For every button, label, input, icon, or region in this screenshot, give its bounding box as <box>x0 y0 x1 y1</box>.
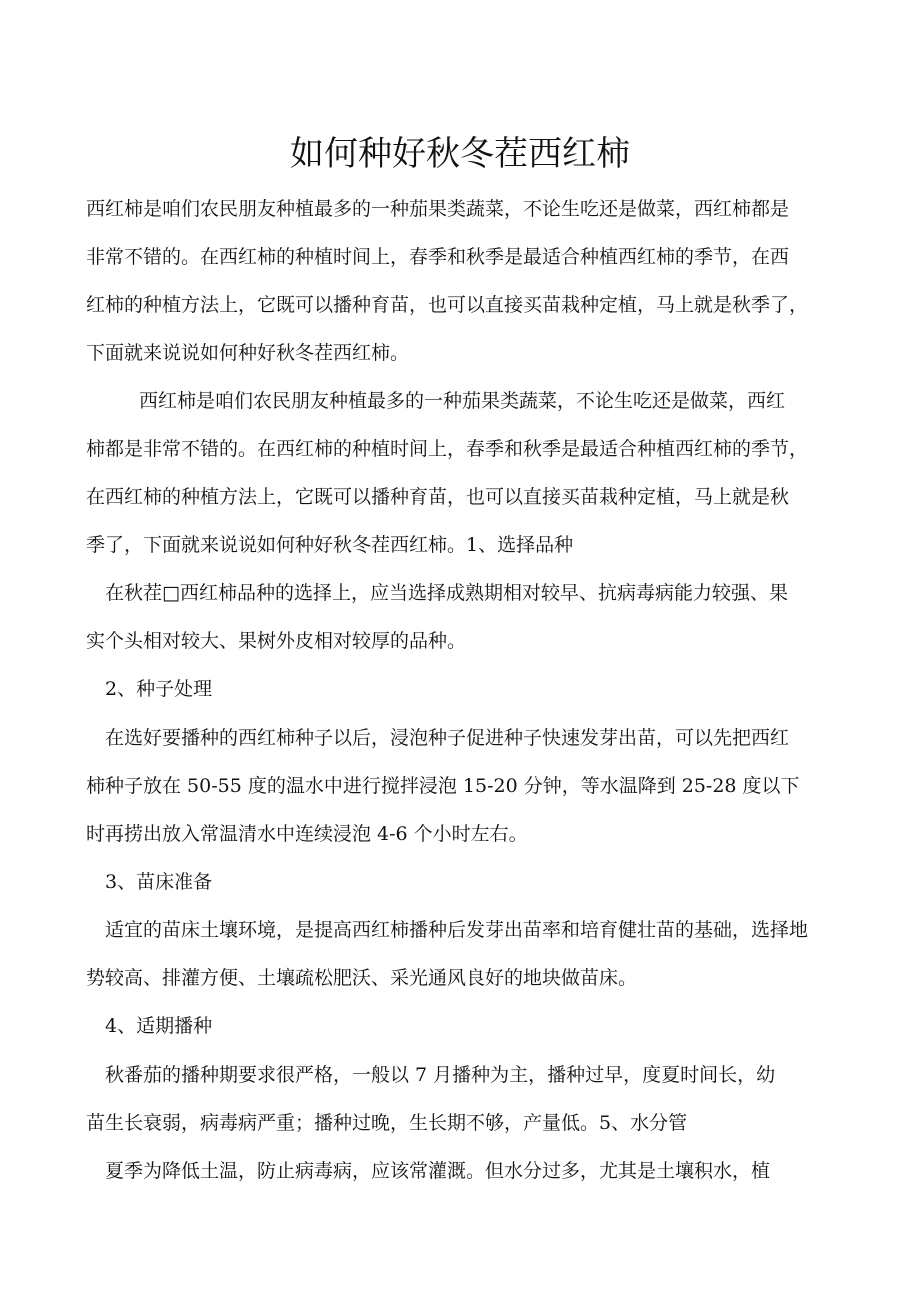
section2-line-2: 柿种子放在 50-55 度的温水中进行搅拌浸泡 15-20 分钟，等水温降到 25-28 度以下 <box>86 775 800 797</box>
intro-line-3: 红柿的种植方法上，它既可以播种育苗，也可以直接买苗栽种定植，马上就是秋季了， <box>86 294 809 316</box>
heading-seedbed: 3、苗床准备 <box>105 871 213 893</box>
heading-seed-treatment: 2、种子处理 <box>105 678 213 700</box>
section4-line-2: 苗生长衰弱，病毒病严重；播种过晚，生长期不够，产量低。5、水分管 <box>86 1112 688 1134</box>
section4-line-1: 秋番茄的播种期要求很严格，一般以 7 月播种为主，播种过早，度夏时间长，幼 <box>105 1064 776 1086</box>
section1-line-1: 在秋茬□西红柿品种的选择上，应当选择成熟期相对较早、抗病毒病能力较强、果 <box>105 582 788 604</box>
heading-sowing: 4、适期播种 <box>105 1015 213 1037</box>
section3-line-2: 势较高、排灌方便、土壤疏松肥沃、采光通风良好的地块做苗床。 <box>86 967 638 989</box>
section1-line-2: 实个头相对较大、果树外皮相对较厚的品种。 <box>86 630 467 652</box>
intro-line-1: 西红柿是咱们农民朋友种植最多的一种茄果类蔬菜，不论生吃还是做菜，西红柿都是 <box>86 198 790 220</box>
repeat-line-3: 在西红柿的种植方法上，它既可以播种育苗，也可以直接买苗栽种定植，马上就是秋 <box>86 486 790 508</box>
section2-line-3: 时再捞出放入常温清水中连续浸泡 4-6 个小时左右。 <box>86 823 528 845</box>
repeat-line-1: 西红柿是咱们农民朋友种植最多的一种茄果类蔬菜，不论生吃还是做菜，西红 <box>139 390 786 412</box>
document-title: 如何种好秋冬茬西红柿 <box>290 134 630 174</box>
section3-line-1: 适宜的苗床土壤环境，是提高西红柿播种后发芽出苗率和培育健壮苗的基础，选择地 <box>105 919 809 941</box>
repeat-line-4: 季了，下面就来说说如何种好秋冬茬西红柿。1、选择品种 <box>86 534 574 556</box>
intro-line-2: 非常不错的。在西红柿的种植时间上，春季和秋季是最适合种植西红柿的季节，在西 <box>86 246 790 268</box>
section2-line-1: 在选好要播种的西红柿种子以后，浸泡种子促进种子快速发芽出苗，可以先把西红 <box>105 727 790 749</box>
section5-line-1: 夏季为降低土温，防止病毒病，应该常灌溉。但水分过多，尤其是土壤积水，植 <box>105 1160 771 1182</box>
repeat-line-2: 柿都是非常不错的。在西红柿的种植时间上，春季和秋季是最适合种植西红柿的季节， <box>86 438 809 460</box>
intro-line-4: 下面就来说说如何种好秋冬茬西红柿。 <box>86 342 410 364</box>
